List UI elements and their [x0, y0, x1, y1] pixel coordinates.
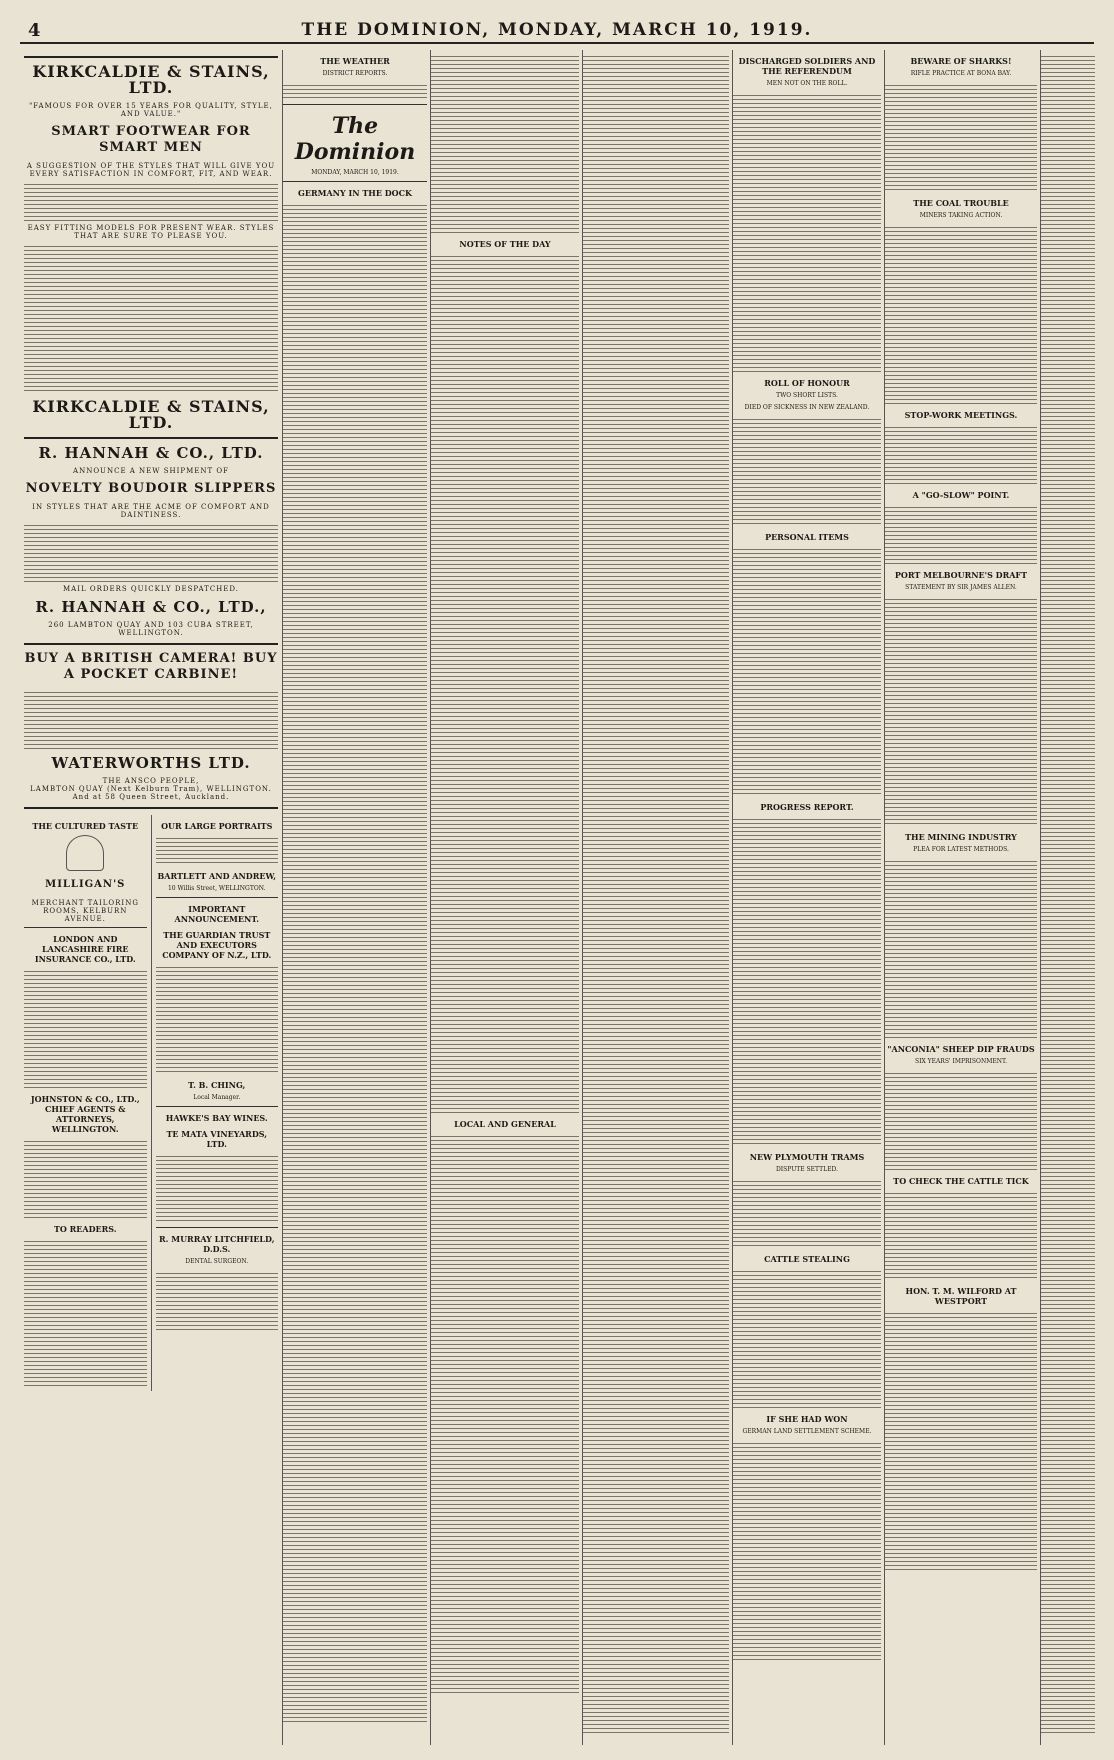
german-land-settlement: GERMAN LAND SETTLEMENT SCHEME. [742, 1428, 872, 1435]
boudoir-slippers-heading: NOVELTY BOUDOIR SLIPPERS [25, 481, 277, 496]
port-melbourne-heading: PORT MELBOURNE'S DRAFT [894, 570, 1028, 580]
ansco-people: THE ANSCO PEOPLE, [102, 777, 200, 785]
latest-methods: PLEA FOR LATEST METHODS. [913, 846, 1009, 853]
stop-work-meetings: STOP-WORK MEETINGS. [904, 410, 1018, 420]
anconia-heading: "ANCONIA" SHEEP DIP FRAUDS [887, 1044, 1035, 1054]
if-she-had-won-heading: IF SHE HAD WON [766, 1414, 848, 1424]
guardian-trust-title: THE GUARDIAN TRUST AND EXECUTORS COMPANY OF N.Z., LTD. [162, 930, 272, 960]
hannah-ad-address: 260 LAMBTON QUAY AND 103 CUBA STREET, WELLINGTON. [48, 621, 254, 637]
rifle-practice: RIFLE PRACTICE AT BONA BAY. [910, 70, 1012, 77]
cattle-tick-heading: TO CHECK THE CATTLE TICK [893, 1176, 1029, 1186]
leader-column [282, 50, 427, 1745]
go-slow-point: A "GO-SLOW" POINT. [912, 490, 1010, 500]
smart-footwear-heading: SMART FOOTWEAR FOR SMART MEN [51, 124, 251, 155]
news-column [732, 50, 881, 1745]
mail-orders-line: MAIL ORDERS QUICKLY DESPATCHED. [62, 585, 239, 593]
camera-ad-heading: BUY A BRITISH CAMERA! BUY A POCKET CARBINE! [24, 651, 278, 682]
large-portraits-heading: OUR LARGE PORTRAITS [161, 821, 273, 831]
kirkcaldie-ad-title: KIRKCALDIE & STAINS, LTD. [32, 62, 270, 97]
london-lancashire-title: LONDON AND LANCASHIRE FIRE INSURANCE CO., LTD. [34, 934, 136, 964]
hannah-ad-footer: R. HANNAH & CO., LTD., [35, 598, 267, 616]
died-of-sickness: DIED OF SICKNESS IN NEW ZEALAND. [744, 404, 870, 411]
hannah-ad-announce: ANNOUNCE A NEW SHIPMENT OF [73, 467, 229, 475]
leader-date: MONDAY, MARCH 10, 1919. [311, 169, 399, 176]
soldiers-referendum-heading: DISCHARGED SOLDIERS AND THE REFERENDUM [738, 56, 876, 76]
waterworths-address: LAMBTON QUAY (Next Kelburn Tram), WELLINGTON. And at 58 Queen Street, Auckland. [30, 785, 272, 801]
te-mata-vineyards: TE MATA VINEYARDS, LTD. [166, 1129, 268, 1149]
masthead [20, 20, 1094, 44]
milligans-address: MERCHANT TAILORING ROOMS, KELBURN AVENUE. [31, 899, 139, 923]
personal-items-heading: PERSONAL ITEMS [765, 532, 849, 542]
to-readers-heading: TO READERS. [53, 1224, 117, 1234]
cattle-stealing-heading: CATTLE STEALING [764, 1254, 850, 1264]
advertisements-column [24, 50, 278, 1745]
notes-column [430, 50, 579, 1745]
new-plymouth-trams-heading: NEW PLYMOUTH TRAMS [749, 1152, 865, 1162]
paper-nameplate: The Dominion [294, 113, 416, 165]
ching-name: T. B. CHING, [188, 1080, 246, 1090]
weather-heading: THE WEATHER [320, 56, 390, 66]
waterworths-title: WATERWORTHS LTD. [51, 754, 251, 772]
kirkcaldie-ad-footer: KIRKCALDIE & STAINS, LTD. [32, 397, 270, 432]
miners-taking-action: MINERS TAKING ACTION. [919, 212, 1003, 219]
johnston-agents: JOHNSTON & CO., LTD., CHIEF AGENTS & ATTORNEYS, WELLINGTON. [30, 1094, 140, 1134]
hannah-ad-title: R. HANNAH & CO., LTD. [38, 444, 264, 462]
cropped-edge-column [1040, 50, 1095, 1745]
ching-role: Local Manager. [193, 1094, 241, 1101]
six-years: SIX YEARS' IMPRISONMENT. [914, 1058, 1008, 1065]
tailor-figure-icon [66, 835, 104, 871]
easy-fitting-line: EASY FITTING MODELS FOR PRESENT WEAR. STYLES THAT ARE SURE TO PLEASE YOU. [27, 224, 275, 240]
news-column-right [884, 50, 1037, 1745]
masthead-title: THE DOMINION, MONDAY, MARCH 10, 1919. [301, 20, 813, 40]
coal-trouble-heading: THE COAL TROUBLE [913, 198, 1009, 208]
roll-of-honour-heading: ROLL OF HONOUR [764, 378, 850, 388]
men-not-on-roll: MEN NOT ON THE ROLL. [766, 80, 848, 87]
general-news-column [582, 50, 729, 1745]
hannah-ad-tagline: IN STYLES THAT ARE THE ACME OF COMFORT AND DAINTINESS. [32, 503, 270, 519]
progress-report-heading: PROGRESS REPORT. [760, 802, 854, 812]
dispute-settled: DISPUTE SETTLED. [775, 1166, 839, 1173]
bartlett-andrew-name: BARTLETT AND ANDREW, [157, 871, 277, 881]
hawkes-bay-wines-title: HAWKE'S BAY WINES. [165, 1113, 268, 1123]
local-and-general-heading: LOCAL AND GENERAL [454, 1119, 556, 1129]
mining-industry-heading: THE MINING INDUSTRY [905, 832, 1017, 842]
district-reports: DISTRICT REPORTS. [322, 70, 388, 77]
milligans-name: MILLIGAN'S [45, 879, 126, 890]
page-number: 4 [28, 20, 41, 41]
two-short-lists: TWO SHORT LISTS. [776, 392, 838, 399]
kirkcaldie-ad-tagline: "FAMOUS FOR OVER 15 YEARS FOR QUALITY, STYLE, AND VALUE." [29, 102, 273, 118]
important-announcement-heading: IMPORTANT ANNOUNCEMENT. [174, 904, 260, 924]
allen-statement: STATEMENT BY SIR JAMES ALLEN. [905, 584, 1017, 591]
cultured-taste-heading: THE CULTURED TASTE [32, 821, 139, 831]
notes-of-the-day-heading: NOTES OF THE DAY [459, 239, 551, 249]
bartlett-andrew-address: 10 Willis Street, WELLINGTON. [167, 885, 266, 892]
litchfield-title: R. MURRAY LITCHFIELD, D.D.S. [159, 1234, 275, 1254]
footwear-suggestion: A SUGGESTION OF THE STYLES THAT WILL GIVE YOU EVERY SATISFACTION IN COMFORT, FIT, AND WEAR. [26, 162, 276, 178]
dental-surgeon: DENTAL SURGEON. [185, 1258, 249, 1265]
wilford-heading: HON. T. M. WILFORD AT WESTPORT [905, 1286, 1017, 1306]
beware-sharks-heading: BEWARE OF SHARKS! [910, 56, 1012, 66]
leader-heading: GERMANY IN THE DOCK [298, 188, 412, 198]
